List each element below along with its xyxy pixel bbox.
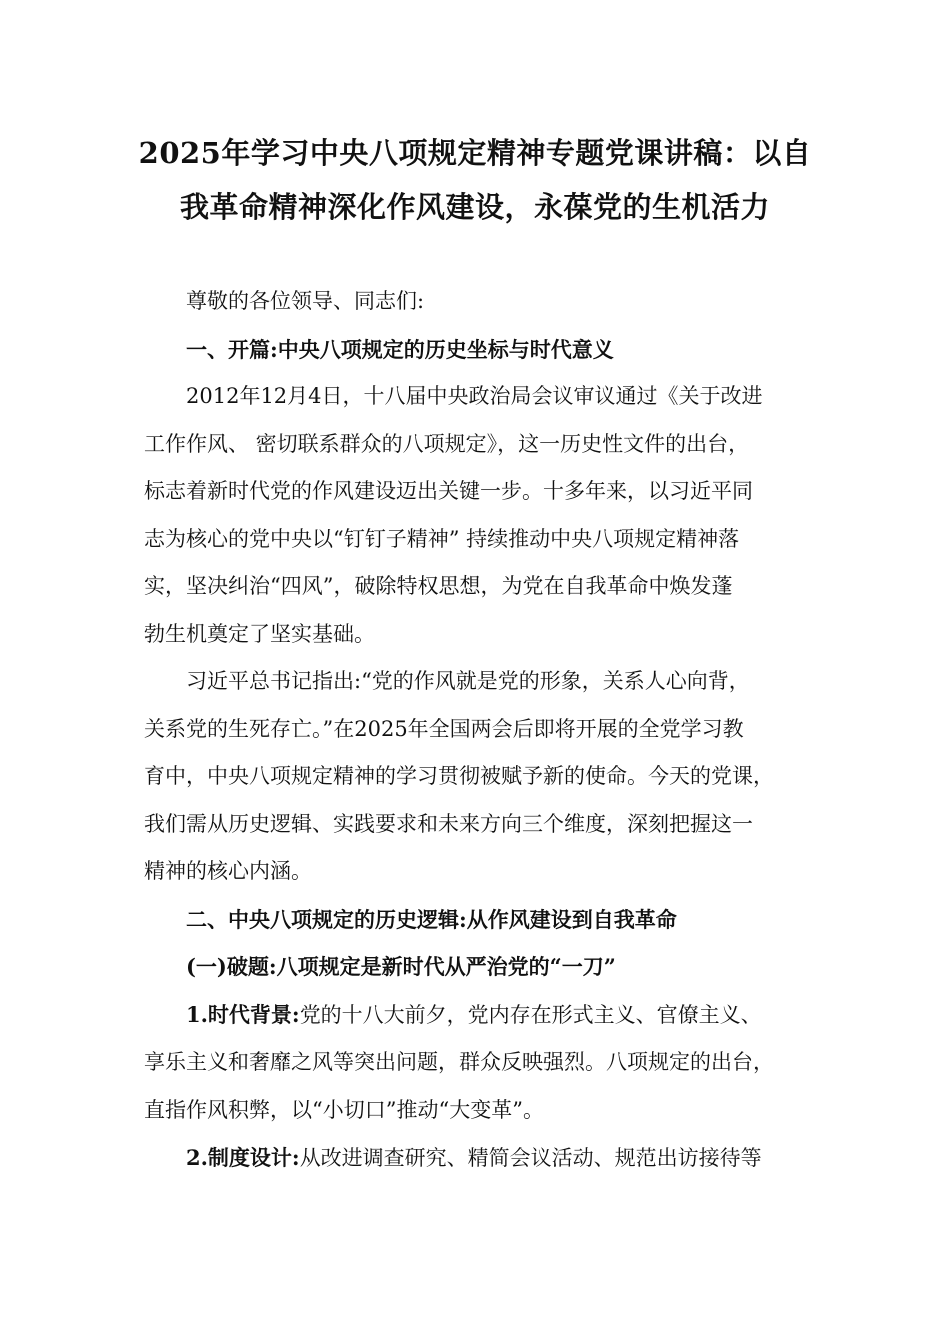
paragraph-1: [144, 373, 824, 658]
subsection-1-heading: [144, 943, 824, 991]
paragraph-1-line: 标志着新时代党的作风建设迈出关键一步。十多年来，以习近平同: [144, 479, 753, 503]
paragraph-1-line: 勃生机奠定了坚实基础。: [144, 621, 375, 646]
item-2-line: 从改进调查研究、精简会议活动、规范出访接待等: [299, 1146, 762, 1170]
title-line-2: 我革命精神深化作风建设，永葆党的生机活力: [179, 190, 770, 224]
section-1-heading-text: 一、开篇:中央八项规定的历史坐标与时代意义: [186, 336, 614, 362]
paragraph-2: [144, 658, 824, 896]
paragraph-2-line: 关系党的生死存亡。”在2025年全国两会后即将开展的全党学习教: [144, 716, 744, 741]
item-2-lead: 2.制度设计:: [186, 1145, 300, 1170]
item-1-line: 直指作风积弊，以“小切口”推动“大变革”。: [144, 1097, 544, 1122]
item-1-line: 享乐主义和奢靡之风等突出问题，群众反映强烈。八项规定的出台，: [144, 1050, 774, 1074]
item-1-line: 党的十八大前夕，党内存在形式主义、官僚主义、: [299, 1002, 762, 1027]
paragraph-2-line: 我们需从历史逻辑、实践要求和未来方向三个维度，深刻把握这一: [144, 811, 753, 836]
item-1-first-line: [144, 991, 824, 1040]
salutation-text: 尊敬的各位领导、同志们:: [186, 289, 425, 313]
paragraph-2-line: 习近平总书记指出:“党的作风就是党的形象，关系人心向背，: [186, 669, 750, 693]
document-title: [100, 126, 850, 234]
item-2: [144, 1134, 824, 1183]
subsection-1-heading-text: (一)破题:八项规定是新时代从严治党的“一刀”: [186, 954, 616, 979]
title-line-1: 2025年学习中央八项规定精神专题党课讲稿：以自: [138, 136, 812, 170]
paragraph-1-line: 实，坚决纠治“四风”，破除特权思想，为党在自我革命中焕发蓬: [144, 574, 733, 598]
document-body: [144, 278, 824, 1183]
paragraph-1-line: 志为核心的党中央以“钉钉子精神” 持续推动中央八项规定精神落: [144, 526, 740, 551]
item-1: [144, 991, 824, 1135]
paragraph-1-line: 工作作风、 密切联系群众的八项规定》，这一历史性文件的出台，: [144, 431, 750, 456]
section-2-heading-text: 二、中央八项规定的历史逻辑:从作风建设到自我革命: [186, 906, 677, 932]
paragraph-2-line: 精神的核心内涵。: [144, 859, 312, 883]
paragraph-2-line: 育中，中央八项规定精神的学习贯彻被赋予新的使命。今天的党课，: [144, 764, 774, 788]
salutation: [144, 278, 824, 326]
item-1-lead: 1.时代背景:: [186, 1001, 300, 1027]
item-2-first-line: [144, 1134, 824, 1183]
section-1-heading: [144, 326, 824, 374]
section-2-heading: [144, 896, 824, 944]
paragraph-1-line: 2012年12月4日，十八届中央政治局会议审议通过《关于改进: [186, 384, 763, 408]
